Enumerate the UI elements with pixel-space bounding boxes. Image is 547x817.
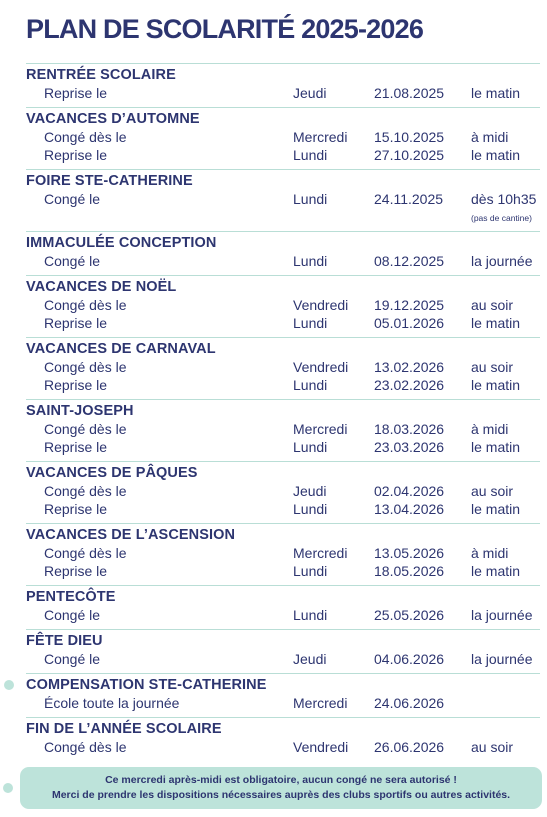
row-day: Lundi — [293, 501, 328, 517]
schedule-row — [26, 358, 540, 376]
row-date: 02.04.2026 — [374, 483, 445, 499]
section — [26, 399, 540, 461]
row-time: le matin — [471, 439, 521, 455]
section — [26, 585, 540, 629]
row-day: Lundi — [293, 607, 328, 623]
section-title: VACANCES DE NOËL — [26, 279, 177, 295]
row-date: 27.10.2025 — [374, 147, 445, 163]
row-label: Congé dès le — [44, 483, 127, 499]
row-date: 24.06.2026 — [374, 695, 445, 711]
row-time: au soir — [471, 739, 514, 755]
row-day: Lundi — [293, 253, 328, 269]
row-time: à midi — [471, 421, 509, 437]
row-day: Vendredi — [293, 359, 349, 375]
section — [26, 717, 540, 761]
notice-bullet — [3, 783, 13, 793]
schedule-row — [26, 420, 540, 438]
row-date: 13.05.2026 — [374, 545, 445, 561]
row-date: 18.03.2026 — [374, 421, 445, 437]
row-time: au soir — [471, 359, 514, 375]
row-time: le matin — [471, 85, 521, 101]
row-day: Lundi — [293, 377, 328, 393]
row-date: 05.01.2026 — [374, 315, 445, 331]
section — [26, 169, 540, 231]
section-title: FÊTE DIEU — [26, 633, 103, 649]
section-bullet — [4, 680, 14, 690]
row-time: le matin — [471, 315, 521, 331]
row-date: 26.06.2026 — [374, 739, 445, 755]
schedule-row — [26, 650, 540, 668]
section-title: VACANCES DE PÂQUES — [26, 465, 198, 481]
section-title: VACANCES DE L’ASCENSION — [26, 527, 236, 543]
row-label: Congé le — [44, 253, 101, 269]
row-label: Reprise le — [44, 439, 108, 455]
notice-box — [20, 767, 542, 809]
row-day: Vendredi — [293, 739, 349, 755]
section-title: RENTRÉE SCOLAIRE — [26, 67, 176, 83]
row-time: au soir — [471, 297, 514, 313]
section-title: VACANCES DE CARNAVAL — [26, 341, 216, 357]
row-label: Congé dès le — [44, 297, 127, 313]
row-label: Congé le — [44, 607, 101, 623]
row-label: École toute la journée — [44, 695, 180, 711]
schedule-row — [26, 606, 540, 624]
row-note: (pas de cantine) — [471, 213, 532, 223]
row-day: Lundi — [293, 563, 328, 579]
row-date: 19.12.2025 — [374, 297, 445, 313]
row-label: Reprise le — [44, 563, 108, 579]
schedule-row — [26, 694, 540, 712]
row-time: la journée — [471, 607, 533, 623]
row-date: 13.04.2026 — [374, 501, 445, 517]
row-label: Reprise le — [44, 377, 108, 393]
row-date: 15.10.2025 — [374, 129, 445, 145]
row-time: la journée — [471, 651, 533, 667]
row-label: Reprise le — [44, 147, 108, 163]
schedule-row — [26, 84, 540, 102]
schedule-sections — [26, 63, 540, 761]
schedule-row — [26, 128, 540, 146]
row-date: 24.11.2025 — [374, 191, 444, 207]
row-date: 23.03.2026 — [374, 439, 445, 455]
row-label: Reprise le — [44, 315, 108, 331]
section — [26, 63, 540, 107]
schedule-row — [26, 544, 540, 562]
row-label: Congé dès le — [44, 421, 127, 437]
row-label: Congé dès le — [44, 129, 127, 145]
row-day: Jeudi — [293, 85, 327, 101]
row-day: Vendredi — [293, 297, 349, 313]
row-date: 13.02.2026 — [374, 359, 445, 375]
row-time: la journée — [471, 253, 533, 269]
section-title: IMMACULÉE CONCEPTION — [26, 235, 217, 251]
section-title: FOIRE STE-CATHERINE — [26, 173, 193, 189]
row-label: Congé le — [44, 651, 101, 667]
row-time: le matin — [471, 377, 521, 393]
section-title: COMPENSATION STE-CATHERINE — [26, 677, 267, 693]
row-label: Congé dès le — [44, 359, 127, 375]
row-time: le matin — [471, 147, 521, 163]
section-title: FIN DE L’ANNÉE SCOLAIRE — [26, 721, 222, 737]
row-time: le matin — [471, 563, 521, 579]
row-date: 04.06.2026 — [374, 651, 445, 667]
row-time: le matin — [471, 501, 521, 517]
page-title: PLAN DE SCOLARITÉ 2025-2026 — [26, 14, 424, 44]
schedule-row — [26, 438, 540, 456]
notice-line-2: Merci de prendre les dispositions nécessaires auprès des clubs sportifs ou autres activités. — [51, 789, 511, 801]
row-day: Jeudi — [293, 651, 327, 667]
schedule-row — [26, 482, 540, 500]
section — [26, 629, 540, 673]
row-label: Congé dès le — [44, 545, 127, 561]
row-day: Lundi — [293, 439, 328, 455]
schedule-row — [26, 738, 540, 756]
section — [26, 337, 540, 399]
row-day: Mercredi — [293, 545, 348, 561]
row-day: Lundi — [293, 147, 328, 163]
row-day: Lundi — [293, 191, 328, 207]
row-label: Congé le — [44, 191, 101, 207]
row-time: à midi — [471, 129, 509, 145]
schedule-row — [26, 314, 540, 332]
section — [26, 673, 540, 717]
section-title: PENTECÔTE — [26, 589, 116, 605]
row-label: Reprise le — [44, 85, 108, 101]
section — [26, 461, 540, 523]
notice-line-1: Ce mercredi après-midi est obligatoire, aucun congé ne sera autorisé ! — [105, 774, 457, 786]
row-day: Lundi — [293, 315, 328, 331]
row-date: 21.08.2025 — [374, 85, 445, 101]
schedule-row — [26, 190, 540, 223]
schedule-row — [26, 296, 540, 314]
schedule-row — [26, 252, 540, 270]
row-time: dès 10h35 — [471, 191, 537, 207]
section — [26, 107, 540, 169]
section — [26, 275, 540, 337]
section — [26, 231, 540, 275]
row-day: Mercredi — [293, 695, 348, 711]
row-date: 18.05.2026 — [374, 563, 445, 579]
row-time: au soir — [471, 483, 514, 499]
schedule-row — [26, 562, 540, 580]
row-date: 25.05.2026 — [374, 607, 445, 623]
row-label: Reprise le — [44, 501, 108, 517]
section — [26, 523, 540, 585]
section-title: VACANCES D’AUTOMNE — [26, 111, 200, 127]
row-day: Mercredi — [293, 421, 348, 437]
schedule-row — [26, 500, 540, 518]
row-label: Congé dès le — [44, 739, 127, 755]
row-day: Mercredi — [293, 129, 348, 145]
row-time: à midi — [471, 545, 509, 561]
row-date: 08.12.2025 — [374, 253, 445, 269]
schedule-row — [26, 376, 540, 394]
schedule-row — [26, 146, 540, 164]
section-title: SAINT-JOSEPH — [26, 403, 134, 419]
row-date: 23.02.2026 — [374, 377, 445, 393]
row-day: Jeudi — [293, 483, 327, 499]
